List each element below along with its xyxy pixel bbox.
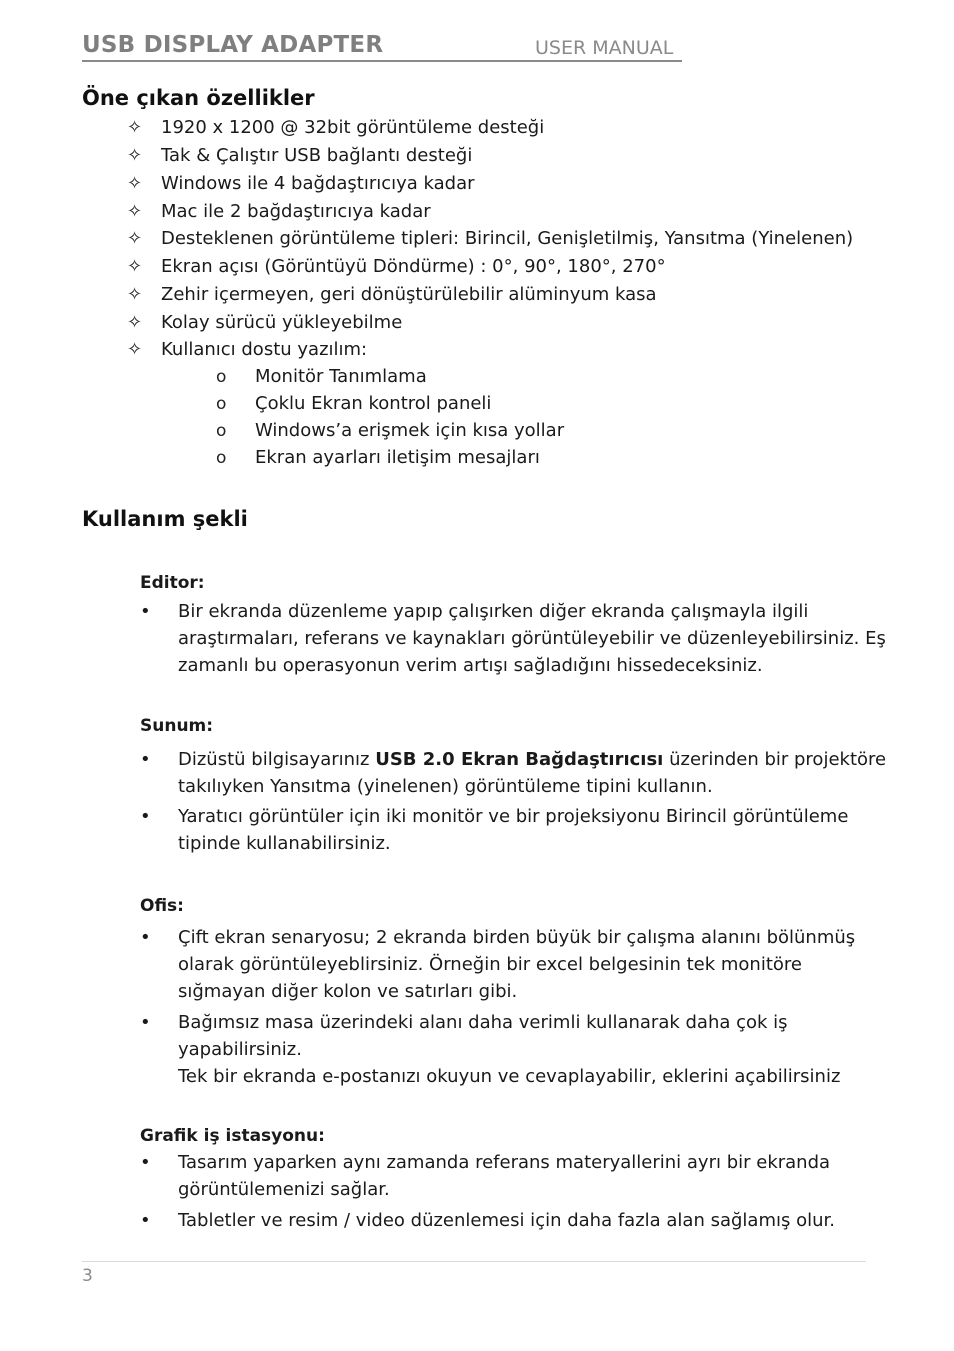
feature-item: ✧ 1920 x 1200 @ 32bit görüntüleme desteği [127, 117, 545, 138]
star-bullet-icon: ✧ [127, 256, 143, 277]
category-label-grafik: Grafik iş istasyonu: [140, 1126, 325, 1146]
bullet-icon: • [140, 1210, 151, 1231]
feature-item: ✧ Zehir içermeyen, geri dönüştürülebilir alüminyum kasa [127, 284, 657, 305]
star-bullet-icon: ✧ [127, 117, 143, 138]
circle-bullet-icon: o [216, 394, 227, 414]
category-label-sunum: Sunum: [140, 716, 214, 736]
product-name: USB 2.0 Ekran Bağdaştırıcısı [375, 749, 664, 770]
category-label-editor: Editor: [140, 573, 205, 593]
list-item-text: Yaratıcı görüntüler için iki monitör ve bir projeksiyonu Birincil görüntüleme tipinde kullanabilirsiniz. [178, 806, 849, 854]
document-title: USB DISPLAY ADAPTER [82, 32, 384, 58]
feature-item: ✧ Desteklenen görüntüleme tipleri: Birincil, Genişletilmiş, Yansıtma (Yinelenen) [127, 228, 854, 249]
star-bullet-icon: ✧ [127, 312, 143, 333]
bullet-icon: • [140, 1012, 151, 1033]
star-bullet-icon: ✧ [127, 339, 143, 360]
software-item: o Ekran ayarları iletişim mesajları [216, 447, 540, 468]
star-bullet-icon: ✧ [127, 145, 143, 166]
bullet-icon: • [140, 806, 151, 827]
feature-item: ✧ Windows ile 4 bağdaştırıcıya kadar [127, 173, 475, 194]
star-bullet-icon: ✧ [127, 201, 143, 222]
software-item: o Çoklu Ekran kontrol paneli [216, 393, 492, 414]
list-item-text: Çift ekran senaryosu; 2 ekranda birden büyük bir çalışma alanını bölünmüş olarak görüntüleyeblirsiniz. Örneğin bir excel belgesinin tek monitöre sığmayan diğer kolon ve satırları gibi. [178, 927, 856, 1002]
feature-item: ✧ Kullanıcı dostu yazılım: [127, 339, 368, 360]
list-item-text: Bağımsız masa üzerindeki alanı daha verimli kullanarak daha çok iş yapabilirsiniz. Tek bir ekranda e-postanızı okuyun ve cevaplayabilir, eklerini açabilirsiniz [178, 1012, 841, 1087]
feature-item: ✧ Kolay sürücü yükleyebilme [127, 312, 403, 333]
bullet-icon: • [140, 601, 151, 622]
feature-item: ✧ Tak & Çalıştır USB bağlantı desteği [127, 145, 473, 166]
feature-item: ✧ Ekran açısı (Görüntüyü Döndürme) : 0°, 90°, 180°, 270° [127, 256, 666, 277]
section-title-features: Öne çıkan özellikler [82, 86, 315, 110]
section-title-usage: Kullanım şekli [82, 507, 248, 531]
software-item: o Windows’a erişmek için kısa yollar [216, 420, 565, 441]
footer-divider [82, 1261, 866, 1262]
category-label-ofis: Ofis: [140, 896, 184, 916]
feature-item: ✧ Mac ile 2 bağdaştırıcıya kadar [127, 201, 431, 222]
star-bullet-icon: ✧ [127, 284, 143, 305]
bullet-icon: • [140, 1152, 151, 1173]
circle-bullet-icon: o [216, 448, 227, 468]
list-item-text: Tabletler ve resim / video düzenlemesi için daha fazla alan sağlamış olur. [178, 1210, 835, 1231]
star-bullet-icon: ✧ [127, 228, 143, 249]
list-item-text: Dizüstü bilgisayarınız USB 2.0 Ekran Bağdaştırıcısı üzerinden bir projektöre takılıyken Yansıtma (yinelenen) görüntüleme tipini kullanın. [178, 749, 887, 797]
software-item: o Monitör Tanımlama [216, 366, 427, 387]
page-number: 3 [82, 1266, 93, 1286]
circle-bullet-icon: o [216, 421, 227, 441]
list-item-text: Tasarım yaparken aynı zamanda referans materyallerini ayrı bir ekranda görüntülemenizi sağlar. [178, 1152, 831, 1200]
circle-bullet-icon: o [216, 367, 227, 387]
list-item-text: Bir ekranda düzenleme yapıp çalışırken diğer ekranda çalışmayla ilgili araştırmaları, referans ve kaynakları görüntüleyebilir ve düzenleyebilirsiniz. Eş zamanlı bu operasyonun verim artışı sağladığını hissedeceksiniz. [178, 601, 886, 676]
page-header [82, 30, 682, 62]
star-bullet-icon: ✧ [127, 173, 143, 194]
bullet-icon: • [140, 927, 151, 948]
bullet-icon: • [140, 749, 151, 770]
document-subtitle: USER MANUAL [535, 37, 674, 59]
